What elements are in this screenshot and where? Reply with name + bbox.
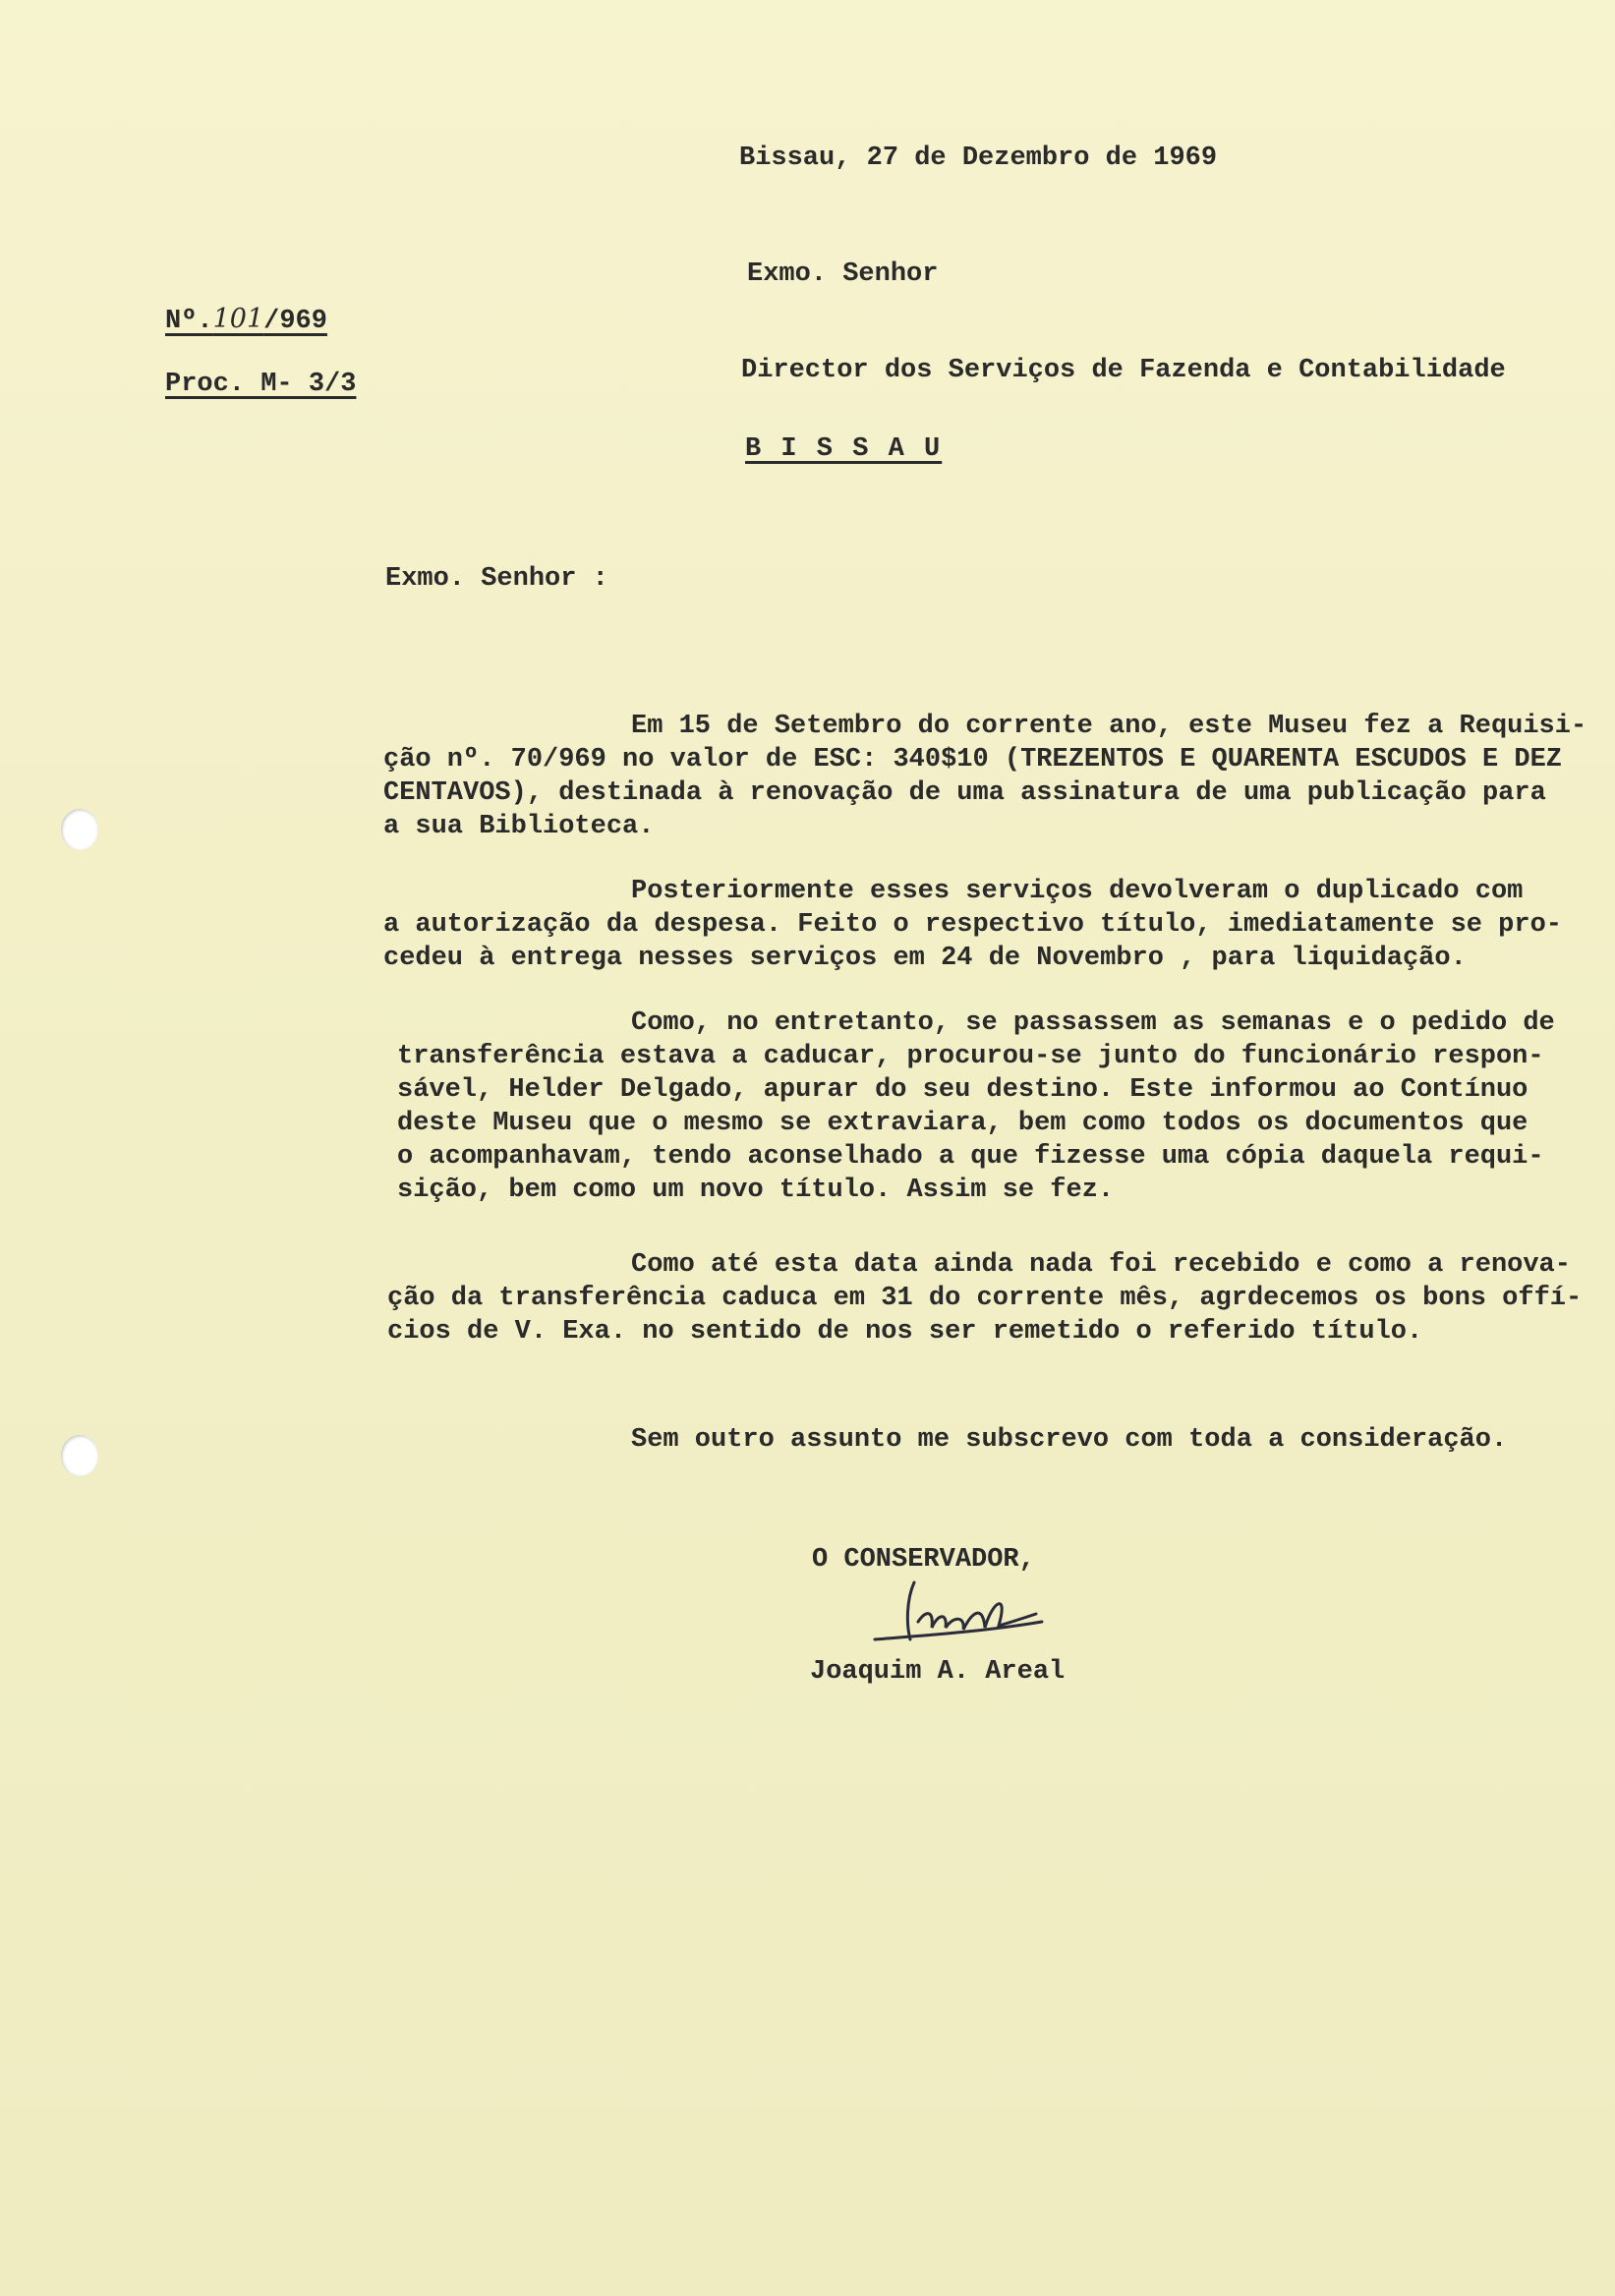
paragraph-2-line: cedeu à entrega nesses serviços em 24 de Novembro , para liquidação.	[383, 944, 1467, 973]
signatory-name: Joaquim A. Areal	[810, 1657, 1066, 1687]
signatory-role: O CONSERVADOR,	[812, 1545, 1035, 1575]
paragraph-3	[397, 1006, 1555, 1207]
reference-number	[165, 303, 327, 338]
addressee-salutation: Exmo. Senhor	[747, 259, 939, 289]
paragraph-4	[387, 1248, 1582, 1349]
ref-prefix: Nº.	[165, 307, 213, 336]
process-reference: Proc. M- 3/3	[165, 370, 357, 399]
paragraph-1	[383, 710, 1586, 843]
paragraph-1-line: Em 15 de Setembro do corrente ano, este Museu fez a Requisi-	[631, 712, 1587, 741]
closing-line: Sem outro assunto me subscrevo com toda a consideração.	[631, 1425, 1508, 1455]
paragraph-1-line: a sua Biblioteca.	[383, 812, 655, 841]
paragraph-3-line: Como, no entretanto, se passassem as semanas e o pedido de	[631, 1008, 1555, 1038]
paragraph-3-line: transferência estava a caducar, procurou-se junto do funcionário respon-	[397, 1042, 1544, 1071]
addressee-city: B I S S A U	[745, 434, 943, 464]
paragraph-2-line: a autorização da despesa. Feito o respectivo título, imediatamente se pro-	[383, 910, 1562, 940]
paragraph-2	[383, 875, 1562, 975]
paragraph-4-line: ção da transferência caduca em 31 do corrente mês, agrdecemos os bons offí-	[387, 1284, 1583, 1313]
paragraph-1-line: ção nº. 70/969 no valor de ESC: 340$10 (TREZENTOS E QUARENTA ESCUDOS E DEZ	[383, 745, 1562, 775]
salutation: Exmo. Senhor :	[385, 564, 608, 594]
punch-hole-top	[61, 809, 98, 850]
handwritten-signature	[816, 1571, 1101, 1659]
paragraph-4-line: cios de V. Exa. no sentido de nos ser remetido o referido título.	[387, 1317, 1423, 1347]
date-line: Bissau, 27 de Dezembro de 1969	[739, 144, 1218, 173]
paragraph-3-line: sição, bem como um novo título. Assim se fez.	[397, 1176, 1115, 1205]
ref-suffix: /969	[263, 307, 327, 336]
paragraph-1-line: CENTAVOS), destinada à renovação de uma assinatura de uma publicação para	[383, 778, 1546, 808]
addressee-title: Director dos Serviços de Fazenda e Contabilidade	[741, 356, 1506, 385]
paragraph-3-line: deste Museu que o mesmo se extraviara, bem como todos os documentos que	[397, 1109, 1528, 1138]
punch-hole-bottom	[61, 1435, 98, 1476]
ref-handwritten: 101	[212, 304, 264, 334]
paragraph-2-line: Posteriormente esses serviços devolveram o duplicado com	[631, 877, 1524, 906]
paragraph-4-line: Como até esta data ainda nada foi recebido e como a renova-	[631, 1250, 1571, 1280]
paragraph-3-line: o acompanhavam, tendo aconselhado a que fizesse uma cópia daquela requi-	[397, 1142, 1544, 1172]
paragraph-3-line: sável, Helder Delgado, apurar do seu destino. Este informou ao Contínuo	[397, 1075, 1528, 1105]
